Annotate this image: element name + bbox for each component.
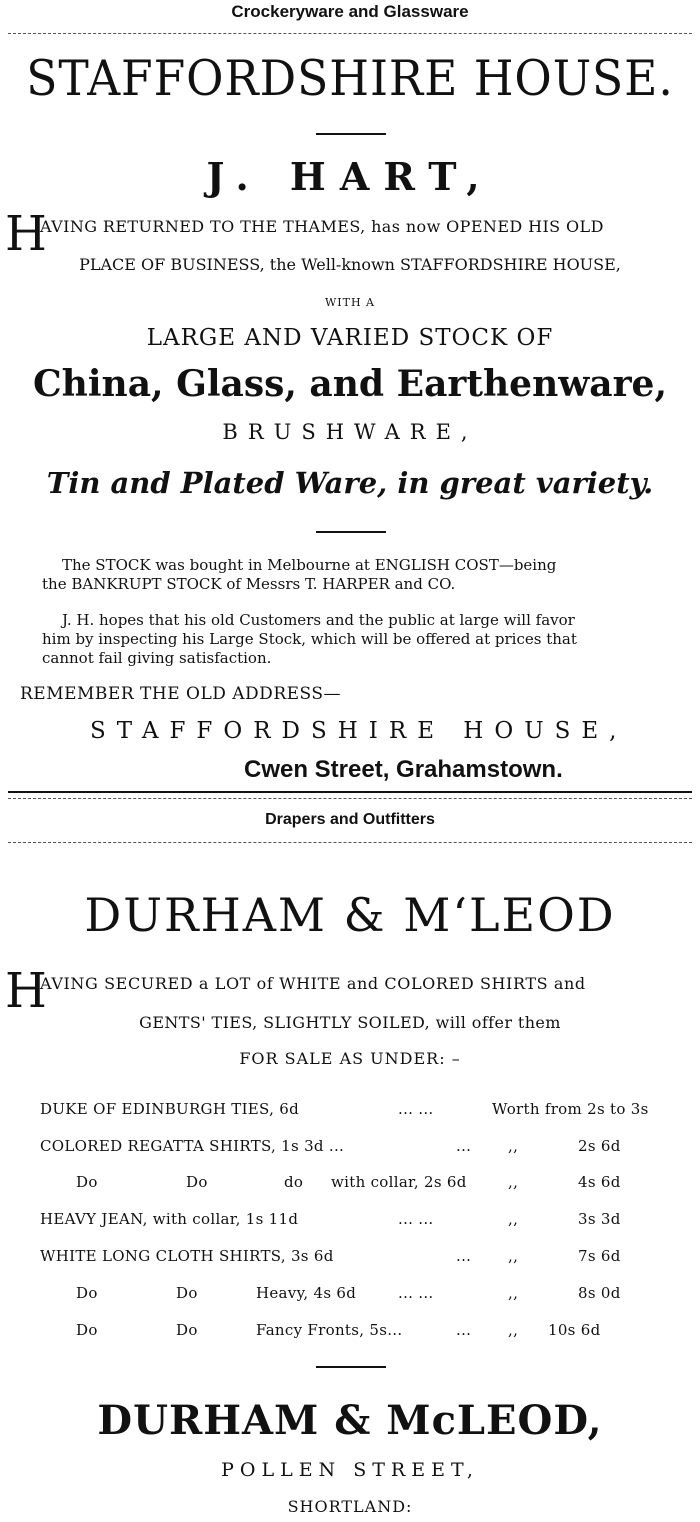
intro-line-2: PLACE OF BUSINESS, the Well-known STAFFORDSHIRE HOUSE, [79, 255, 621, 274]
footer-street: POLLEN STREET, [221, 1459, 479, 1481]
row-col-3: Heavy, 4s 6d [256, 1284, 357, 1302]
row-worth: 7s 6d [578, 1247, 621, 1265]
row-quote: ,, [508, 1284, 519, 1302]
row-dots: ... ... [398, 1210, 434, 1228]
tin-plated-ware: Tin and Plated Ware, in great variety. [46, 466, 654, 500]
row-item: DUKE OF EDINBURGH TIES, 6d [40, 1100, 299, 1118]
ad-title-durham-mcleod: DURHAM & M‘LEOD [84, 888, 616, 942]
row-col-1: Do [76, 1284, 98, 1302]
dashed-divider [8, 33, 692, 34]
row-dots: ... [456, 1247, 472, 1265]
hopes-paragraph-line-1: J. H. hopes that his old Customers and the public at large will favor [62, 611, 575, 629]
section-heading-drapers: Drapers and Outfitters [265, 811, 435, 828]
stock-paragraph-line-1: The STOCK was bought in Melbourne at ENGLISH COST—being [62, 556, 557, 574]
row-quote: ,, [508, 1210, 519, 1228]
brushware: BRUSHWARE, [222, 420, 478, 444]
row-quote: ,, [508, 1173, 519, 1191]
intro-line-1: AVING RETURNED TO THE THAMES, has now OPENED HIS OLD [40, 217, 604, 236]
row-item: HEAVY JEAN, with collar, 1s 11d [40, 1210, 299, 1228]
row-col-2: Do [186, 1173, 208, 1191]
row-col-2: Do [176, 1321, 198, 1339]
row-col-2: Do [176, 1284, 198, 1302]
with-a-text: WITH A [324, 296, 376, 309]
dashed-divider [8, 842, 692, 843]
row-dots: ... [456, 1137, 472, 1155]
row-quote: ,, [508, 1137, 519, 1155]
row-worth: 8s 0d [578, 1284, 621, 1302]
footer-title-durham-mcleod: DURHAM & McLEOD, [97, 1397, 603, 1444]
address-street: Cwen Street, Grahamstown. [244, 756, 563, 783]
row-quote: ,, [508, 1321, 519, 1339]
stock-paragraph-line-2: the BANKRUPT STOCK of Messrs T. HARPER and CO. [42, 575, 456, 593]
hopes-paragraph-line-2: him by inspecting his Large Stock, which will be offered at prices that [42, 630, 577, 648]
row-dots: ... [456, 1321, 472, 1339]
dashed-divider [8, 798, 692, 799]
address-house: STAFFORDSHIRE HOUSE, [90, 718, 628, 744]
for-sale-heading: FOR SALE AS UNDER: – [239, 1049, 461, 1068]
row-dots: ... ... [398, 1100, 434, 1118]
short-rule [316, 133, 386, 135]
hopes-paragraph-line-3: cannot fail giving satisfaction. [42, 649, 272, 667]
intro-line-1: AVING SECURED a LOT of WHITE and COLORED SHIRTS and [40, 974, 586, 993]
drop-cap: H [5, 963, 47, 1019]
row-item: WHITE LONG CLOTH SHIRTS, 3s 6d [40, 1247, 334, 1265]
row-col-3: Fancy Fronts, 5s... [256, 1321, 403, 1339]
remember-address: REMEMBER THE OLD ADDRESS— [20, 684, 342, 704]
ad-title-staffordshire-house: STAFFORDSHIRE HOUSE. [26, 50, 674, 107]
row-dots: ... ... [398, 1284, 434, 1302]
short-rule [316, 1366, 386, 1368]
row-worth: 2s 6d [578, 1137, 621, 1155]
row-col-4: with collar, 2s 6d [331, 1173, 467, 1191]
china-glass-earthenware: China, Glass, and Earthenware, [33, 363, 667, 405]
row-col-1: Do [76, 1173, 98, 1191]
drop-cap: H [5, 206, 47, 262]
row-col-1: Do [76, 1321, 98, 1339]
proprietor-name: J. HART, [206, 154, 494, 199]
short-rule [316, 531, 386, 533]
section-heading-crockery: Crockeryware and Glassware [231, 2, 469, 21]
row-worth: Worth from 2s to 3s [492, 1100, 649, 1118]
footer-town: SHORTLAND: [287, 1497, 413, 1516]
row-quote: ,, [508, 1247, 519, 1265]
row-worth: 3s 3d [578, 1210, 621, 1228]
row-item: COLORED REGATTA SHIRTS, 1s 3d ... [40, 1137, 345, 1155]
solid-divider [8, 791, 692, 793]
row-worth: 10s 6d [548, 1321, 601, 1339]
stock-heading: LARGE AND VARIED STOCK OF [146, 325, 554, 351]
row-worth: 4s 6d [578, 1173, 621, 1191]
row-col-3: do [284, 1173, 304, 1191]
intro-line-2: GENTS' TIES, SLIGHTLY SOILED, will offer them [139, 1013, 561, 1032]
